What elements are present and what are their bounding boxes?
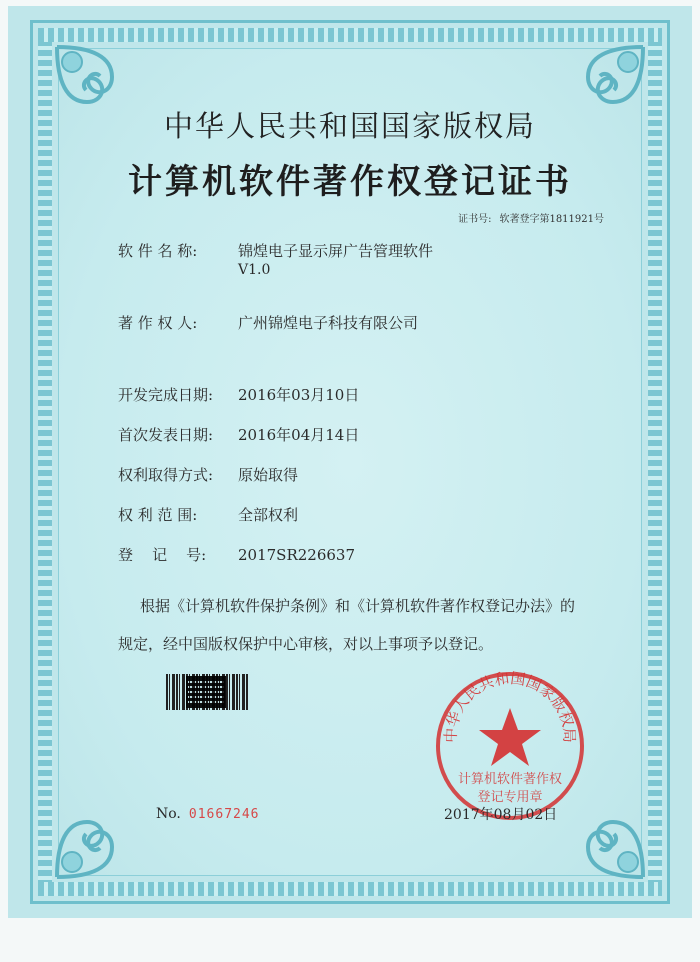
field-value: 原始取得 (238, 466, 299, 484)
issue-date: 2017年08月02日 (444, 807, 558, 823)
field-value: 全部权利 (238, 506, 299, 524)
field-copyright-owner (118, 312, 418, 333)
certificate-number-value: 软著登字第1811921号 (499, 214, 604, 225)
serial-number-label: No. (156, 806, 181, 822)
field-first-publish-date (118, 424, 359, 445)
field-value: 2016年03月10日 (238, 386, 360, 404)
field-value: 2016年04月14日 (238, 426, 360, 444)
certificate-number-label: 证书号: (458, 214, 492, 225)
field-label: 著 作 权 人: (118, 314, 198, 332)
field-value: 2017SR226637 (238, 546, 356, 564)
field-label: 权 利 范 围: (118, 506, 198, 524)
serial-number-value: 01667246 (188, 807, 260, 822)
field-label: 权利取得方式: (118, 466, 214, 484)
certificate-title: 计算机软件著作权登记证书 (128, 162, 572, 202)
field-software-name (118, 240, 433, 261)
serial-number (156, 806, 260, 822)
field-label: 首次发表日期: (118, 426, 214, 444)
svg-text:中华人民共和国国家版权局: 中华人民共和国国家版权局 (441, 670, 579, 744)
corner-ornament-icon (52, 792, 142, 882)
field-rights-scope (118, 504, 298, 525)
software-version: V1.0 (238, 262, 271, 278)
certificate-page (8, 6, 692, 918)
field-registration-number (118, 544, 355, 565)
barcode-icon (166, 674, 248, 710)
field-label: 开发完成日期: (118, 386, 214, 404)
field-label: 登 记 号: (118, 546, 207, 564)
field-label: 软 件 名 称: (118, 242, 198, 260)
statement-line-1: 根据《计算机软件保护条例》和《计算机软件著作权登记办法》的 (140, 597, 576, 615)
certificate-number (458, 210, 604, 225)
issuing-authority-title: 中华人民共和国国家版权局 (163, 109, 536, 143)
statement-line-2: 规定，经中国版权保护中心审核，对以上事项予以登记。 (118, 635, 494, 653)
seal-inner-line-1: 计算机软件著作权 (457, 772, 562, 787)
field-acquisition-method (118, 464, 298, 485)
field-value: 锦煌电子显示屏广告管理软件 (238, 242, 434, 260)
field-value: 广州锦煌电子科技有限公司 (238, 314, 419, 332)
seal-inner-line-2: 登记专用章 (477, 790, 543, 805)
qr-code-icon (188, 678, 224, 706)
field-dev-complete-date (118, 384, 359, 405)
